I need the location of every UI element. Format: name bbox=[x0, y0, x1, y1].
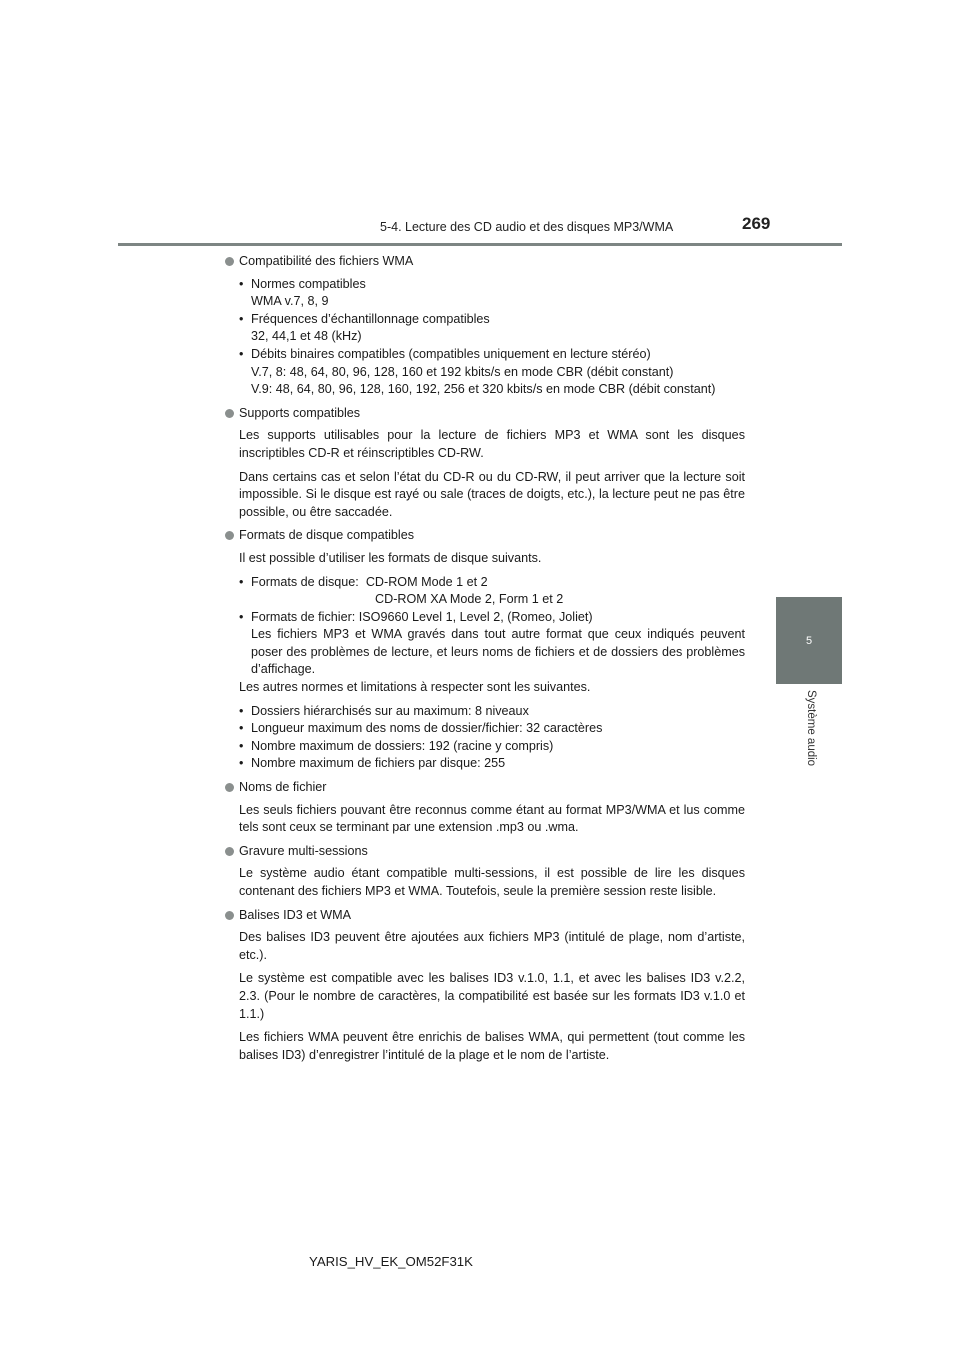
chapter-tab[interactable] bbox=[776, 597, 842, 684]
bullet-icon: • bbox=[239, 311, 244, 326]
section-tags bbox=[225, 907, 745, 1065]
section-heading bbox=[225, 779, 745, 797]
item-line: V.7, 8: 48, 64, 80, 96, 128, 160 et 192 kbits/s en mode CBR (débit constant) bbox=[251, 364, 674, 379]
paragraph: Les seuls fichiers pouvant être reconnus comme étant au format MP3/WMA et lus comme tels sont ceux se terminant par une extension .mp3 ou .wma. bbox=[239, 802, 745, 835]
heading-text: Formats de disque compatibles bbox=[239, 528, 414, 543]
list-item bbox=[239, 738, 745, 756]
chapter-number: 5 bbox=[805, 634, 813, 647]
paragraph: Le système audio étant compatible multi-sessions, il est possible de lire les disques contenant des fichiers MP3 et WMA. Toutefois, seule la première session reste lisible. bbox=[239, 866, 745, 898]
bullet-icon: • bbox=[239, 609, 244, 624]
list-item bbox=[239, 609, 745, 679]
heading-text: Compatibilité des fichiers WMA bbox=[239, 254, 414, 268]
list-item bbox=[239, 720, 745, 738]
page-content bbox=[225, 253, 745, 1070]
item-label: Débits binaires compatibles (compatibles uniquement en lecture stéréo) bbox=[251, 346, 651, 361]
section-heading bbox=[225, 527, 745, 545]
document-code: YARIS_HV_EK_OM52F31K bbox=[309, 1254, 473, 1269]
item-line: V.9: 48, 64, 80, 96, 128, 160, 192, 256 et 320 kbits/s en mode CBR (débit constant) bbox=[251, 382, 716, 397]
list-item bbox=[239, 755, 745, 773]
bullet-circle-icon bbox=[225, 911, 234, 920]
bullet-circle-icon bbox=[225, 531, 234, 540]
bullet-circle-icon bbox=[225, 257, 234, 266]
item-label: Formats de fichier: ISO9660 Level 1, Level 2, (Romeo, Joliet) bbox=[251, 609, 593, 624]
bullet-circle-icon bbox=[225, 409, 234, 418]
item-value: CD-ROM Mode 1 et 2 bbox=[365, 574, 488, 589]
bullet-circle-icon bbox=[225, 847, 234, 856]
item-label: Fréquences d’échantillonnage compatibles bbox=[251, 311, 490, 326]
paragraph: Le système est compatible avec les balises ID3 v.1.0, 1.1, et avec les balises ID3 v.2.2, 2.3. (Pour le nombre de caractères, la compatibilité est basée sur les formats ID3 v.1.0 et 1.1.) bbox=[239, 971, 745, 1021]
paragraph: Il est possible d’utiliser les formats de disque suivants. bbox=[239, 550, 542, 565]
heading-text: Noms de fichier bbox=[239, 780, 327, 795]
bullet-icon: • bbox=[239, 346, 244, 361]
bullet-icon: • bbox=[239, 574, 244, 589]
item-line: 32, 44,1 et 48 (kHz) bbox=[251, 329, 362, 344]
section-heading bbox=[225, 907, 745, 925]
bullet-icon: • bbox=[239, 703, 244, 718]
heading-text: Gravure multi-sessions bbox=[239, 843, 368, 858]
section-supports bbox=[225, 405, 745, 522]
wma-list bbox=[239, 276, 745, 399]
list-item bbox=[239, 311, 745, 346]
section-formats bbox=[225, 527, 745, 773]
formats-list bbox=[239, 574, 745, 680]
header-rule bbox=[118, 243, 842, 246]
section-heading bbox=[225, 253, 745, 271]
item-line: WMA v.7, 8, 9 bbox=[251, 294, 329, 309]
item-label: Normes compatibles bbox=[251, 276, 366, 291]
list-item bbox=[239, 703, 745, 721]
section-title: 5-4. Lecture des CD audio et des disques MP3/WMA bbox=[380, 220, 674, 234]
bullet-icon: • bbox=[239, 721, 244, 736]
item-note: Les fichiers MP3 et WMA gravés dans tout autre format que ceux indiqués peuvent poser des problèmes de lecture, et leurs noms de fichiers et de dossiers des problèmes d’affichage. bbox=[251, 627, 745, 677]
heading-text: Supports compatibles bbox=[239, 405, 361, 420]
section-heading bbox=[225, 843, 745, 861]
list-item bbox=[239, 346, 745, 399]
section-heading bbox=[225, 405, 745, 423]
paragraph: Les autres normes et limitations à respecter sont les suivantes. bbox=[239, 680, 591, 695]
heading-text: Balises ID3 et WMA bbox=[239, 907, 351, 922]
limits-list bbox=[239, 703, 745, 773]
section-multisession bbox=[225, 843, 745, 901]
item-value: CD-ROM XA Mode 2, Form 1 et 2 bbox=[375, 592, 564, 607]
item-label: Formats de disque: bbox=[251, 574, 359, 589]
paragraph: Des balises ID3 peuvent être ajoutées aux fichiers MP3 (intitulé de plage, nom d’artiste, etc.). bbox=[239, 930, 745, 962]
chapter-label: Système audio bbox=[805, 690, 817, 767]
bullet-icon: • bbox=[239, 276, 244, 291]
bullet-circle-icon bbox=[225, 783, 234, 792]
section-names bbox=[225, 779, 745, 837]
section-wma bbox=[225, 253, 745, 399]
item-text: Dossiers hiérarchisés sur au maximum: 8 niveaux bbox=[251, 703, 529, 718]
item-text: Nombre maximum de dossiers: 192 (racine y compris) bbox=[251, 738, 554, 753]
page-number: 269 bbox=[742, 214, 771, 233]
paragraph: Les fichiers WMA peuvent être enrichis de balises WMA, qui permettent (tout comme les balises ID3) d’enregistrer l’intitulé de la plage et le nom de l’artiste. bbox=[239, 1030, 745, 1062]
list-item bbox=[239, 276, 745, 311]
paragraph: Dans certains cas et selon l’état du CD-R ou du CD-RW, il peut arriver que la lecture soit impossible. Si le disque est rayé ou sale (traces de doigts, etc.), la lecture peut ne pas être possible, ou être saccadée. bbox=[239, 469, 745, 519]
bullet-icon: • bbox=[239, 756, 244, 771]
list-item bbox=[239, 574, 745, 609]
paragraph: Les supports utilisables pour la lecture de fichiers MP3 et WMA sont les disques inscriptibles CD-R et réinscriptibles CD-RW. bbox=[239, 428, 745, 460]
item-text: Longueur maximum des noms de dossier/fichier: 32 caractères bbox=[251, 721, 603, 736]
bullet-icon: • bbox=[239, 738, 244, 753]
item-text: Nombre maximum de fichiers par disque: 255 bbox=[251, 756, 506, 771]
